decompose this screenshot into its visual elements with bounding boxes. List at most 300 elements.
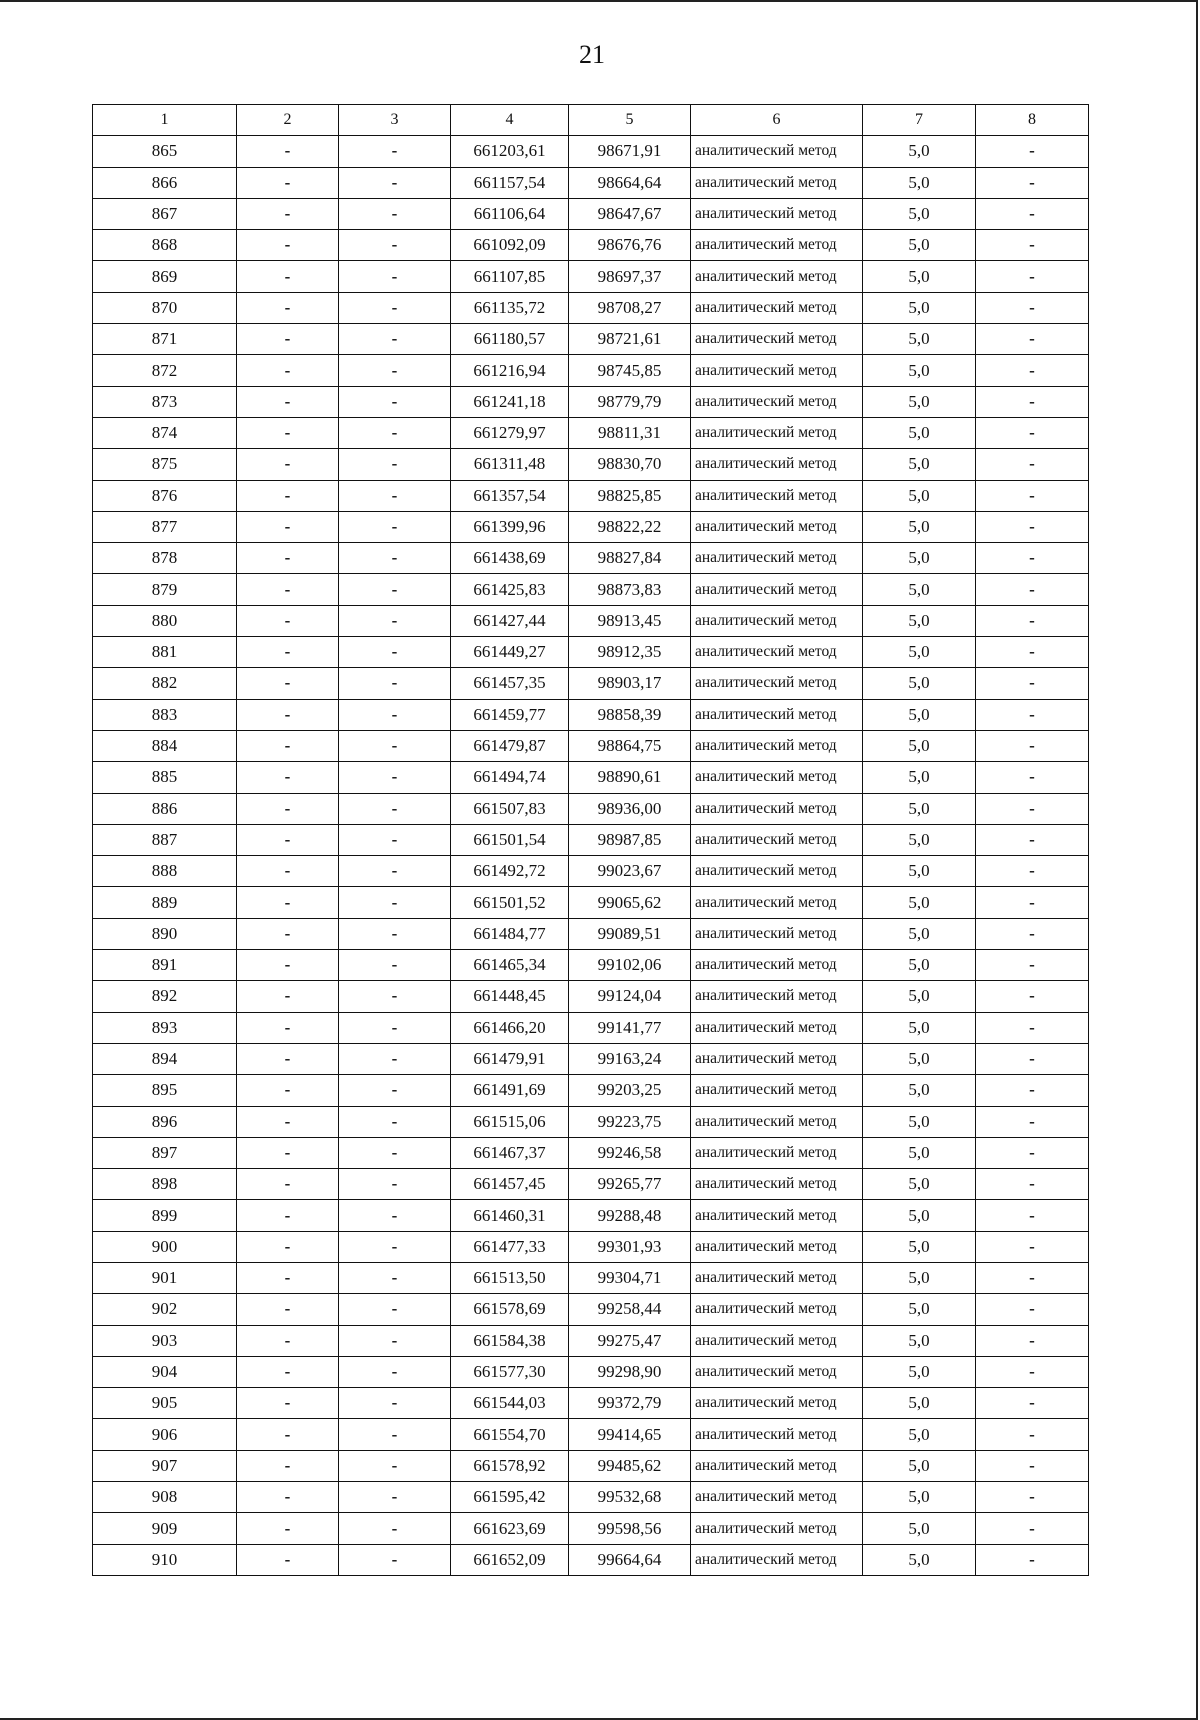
table-row [93, 887, 1089, 918]
column-header: 4 [451, 105, 569, 136]
col3-cell: - [339, 480, 451, 511]
accuracy-cell: 5,0 [863, 1419, 976, 1450]
col8-cell: - [976, 1043, 1089, 1074]
y-coordinate-cell: 98721,61 [569, 324, 691, 355]
x-coordinate-cell: 661448,45 [451, 981, 569, 1012]
col2-cell: - [237, 1325, 339, 1356]
accuracy-cell: 5,0 [863, 167, 976, 198]
point-number-cell: 897 [93, 1137, 237, 1168]
x-coordinate-cell: 661484,77 [451, 918, 569, 949]
accuracy-cell: 5,0 [863, 793, 976, 824]
y-coordinate-cell: 99301,93 [569, 1231, 691, 1262]
x-coordinate-cell: 661623,69 [451, 1513, 569, 1544]
accuracy-cell: 5,0 [863, 1012, 976, 1043]
accuracy-cell: 5,0 [863, 417, 976, 448]
y-coordinate-cell: 99304,71 [569, 1262, 691, 1293]
col2-cell: - [237, 1482, 339, 1513]
accuracy-cell: 5,0 [863, 543, 976, 574]
col3-cell: - [339, 793, 451, 824]
y-coordinate-cell: 99598,56 [569, 1513, 691, 1544]
point-number-cell: 871 [93, 324, 237, 355]
col2-cell: - [237, 950, 339, 981]
col8-cell: - [976, 1169, 1089, 1200]
col8-cell: - [976, 1356, 1089, 1387]
col8-cell: - [976, 230, 1089, 261]
x-coordinate-cell: 661492,72 [451, 856, 569, 887]
accuracy-cell: 5,0 [863, 1231, 976, 1262]
method-cell: аналитический метод [691, 543, 863, 574]
col3-cell: - [339, 730, 451, 761]
method-cell: аналитический метод [691, 605, 863, 636]
col8-cell: - [976, 1388, 1089, 1419]
table-row [93, 699, 1089, 730]
y-coordinate-cell: 99372,79 [569, 1388, 691, 1419]
accuracy-cell: 5,0 [863, 386, 976, 417]
x-coordinate-cell: 661577,30 [451, 1356, 569, 1387]
point-number-cell: 905 [93, 1388, 237, 1419]
y-coordinate-cell: 99023,67 [569, 856, 691, 887]
method-cell: аналитический метод [691, 1137, 863, 1168]
y-coordinate-cell: 98987,85 [569, 824, 691, 855]
point-number-cell: 869 [93, 261, 237, 292]
accuracy-cell: 5,0 [863, 605, 976, 636]
point-number-cell: 872 [93, 355, 237, 386]
point-number-cell: 884 [93, 730, 237, 761]
method-cell: аналитический метод [691, 856, 863, 887]
y-coordinate-cell: 99288,48 [569, 1200, 691, 1231]
table-row [93, 1012, 1089, 1043]
method-cell: аналитический метод [691, 1200, 863, 1231]
table-row [93, 511, 1089, 542]
accuracy-cell: 5,0 [863, 1200, 976, 1231]
col2-cell: - [237, 261, 339, 292]
point-number-cell: 870 [93, 292, 237, 323]
y-coordinate-cell: 98903,17 [569, 668, 691, 699]
col3-cell: - [339, 1106, 451, 1137]
col3-cell: - [339, 605, 451, 636]
y-coordinate-cell: 99141,77 [569, 1012, 691, 1043]
y-coordinate-cell: 99124,04 [569, 981, 691, 1012]
x-coordinate-cell: 661466,20 [451, 1012, 569, 1043]
col3-cell: - [339, 1043, 451, 1074]
y-coordinate-cell: 98664,64 [569, 167, 691, 198]
column-header: 5 [569, 105, 691, 136]
x-coordinate-cell: 661425,83 [451, 574, 569, 605]
method-cell: аналитический метод [691, 198, 863, 229]
table-row [93, 1075, 1089, 1106]
accuracy-cell: 5,0 [863, 637, 976, 668]
point-number-cell: 880 [93, 605, 237, 636]
point-number-cell: 891 [93, 950, 237, 981]
col2-cell: - [237, 480, 339, 511]
table-row [93, 574, 1089, 605]
method-cell: аналитический метод [691, 386, 863, 417]
point-number-cell: 874 [93, 417, 237, 448]
page-number: 21 [579, 40, 605, 69]
col3-cell: - [339, 261, 451, 292]
x-coordinate-cell: 661544,03 [451, 1388, 569, 1419]
col2-cell: - [237, 449, 339, 480]
table-row [93, 793, 1089, 824]
column-header: 1 [93, 105, 237, 136]
col2-cell: - [237, 605, 339, 636]
col3-cell: - [339, 1513, 451, 1544]
accuracy-cell: 5,0 [863, 699, 976, 730]
col8-cell: - [976, 1106, 1089, 1137]
method-cell: аналитический метод [691, 668, 863, 699]
col3-cell: - [339, 417, 451, 448]
table-row [93, 417, 1089, 448]
point-number-cell: 907 [93, 1450, 237, 1481]
col8-cell: - [976, 824, 1089, 855]
col8-cell: - [976, 511, 1089, 542]
accuracy-cell: 5,0 [863, 355, 976, 386]
col3-cell: - [339, 887, 451, 918]
accuracy-cell: 5,0 [863, 511, 976, 542]
col2-cell: - [237, 1043, 339, 1074]
point-number-cell: 889 [93, 887, 237, 918]
col2-cell: - [237, 1075, 339, 1106]
col8-cell: - [976, 887, 1089, 918]
col2-cell: - [237, 417, 339, 448]
method-cell: аналитический метод [691, 887, 863, 918]
table-row [93, 762, 1089, 793]
col3-cell: - [339, 1169, 451, 1200]
x-coordinate-cell: 661107,85 [451, 261, 569, 292]
col8-cell: - [976, 918, 1089, 949]
x-coordinate-cell: 661092,09 [451, 230, 569, 261]
accuracy-cell: 5,0 [863, 1325, 976, 1356]
table-row [93, 167, 1089, 198]
col8-cell: - [976, 637, 1089, 668]
point-number-cell: 883 [93, 699, 237, 730]
col3-cell: - [339, 198, 451, 229]
col3-cell: - [339, 1200, 451, 1231]
point-number-cell: 867 [93, 198, 237, 229]
col3-cell: - [339, 1325, 451, 1356]
table-row [93, 1262, 1089, 1293]
col2-cell: - [237, 668, 339, 699]
col3-cell: - [339, 1544, 451, 1575]
method-cell: аналитический метод [691, 1106, 863, 1137]
point-number-cell: 886 [93, 793, 237, 824]
col3-cell: - [339, 918, 451, 949]
col2-cell: - [237, 1169, 339, 1200]
col8-cell: - [976, 1419, 1089, 1450]
x-coordinate-cell: 661399,96 [451, 511, 569, 542]
accuracy-cell: 5,0 [863, 824, 976, 855]
col8-cell: - [976, 386, 1089, 417]
col8-cell: - [976, 1262, 1089, 1293]
point-number-cell: 882 [93, 668, 237, 699]
method-cell: аналитический метод [691, 167, 863, 198]
y-coordinate-cell: 98811,31 [569, 417, 691, 448]
column-header: 6 [691, 105, 863, 136]
col3-cell: - [339, 386, 451, 417]
method-cell: аналитический метод [691, 324, 863, 355]
accuracy-cell: 5,0 [863, 292, 976, 323]
table-row [93, 856, 1089, 887]
accuracy-cell: 5,0 [863, 449, 976, 480]
method-cell: аналитический метод [691, 1450, 863, 1481]
method-cell: аналитический метод [691, 824, 863, 855]
accuracy-cell: 5,0 [863, 1388, 976, 1419]
method-cell: аналитический метод [691, 1169, 863, 1200]
col8-cell: - [976, 1137, 1089, 1168]
y-coordinate-cell: 99246,58 [569, 1137, 691, 1168]
point-number-cell: 876 [93, 480, 237, 511]
x-coordinate-cell: 661578,92 [451, 1450, 569, 1481]
y-coordinate-cell: 99275,47 [569, 1325, 691, 1356]
col2-cell: - [237, 1200, 339, 1231]
table-row [93, 1200, 1089, 1231]
accuracy-cell: 5,0 [863, 1450, 976, 1481]
col3-cell: - [339, 1012, 451, 1043]
x-coordinate-cell: 661357,54 [451, 480, 569, 511]
method-cell: аналитический метод [691, 1231, 863, 1262]
method-cell: аналитический метод [691, 292, 863, 323]
table-row [93, 1356, 1089, 1387]
y-coordinate-cell: 98873,83 [569, 574, 691, 605]
accuracy-cell: 5,0 [863, 918, 976, 949]
col3-cell: - [339, 637, 451, 668]
point-number-cell: 892 [93, 981, 237, 1012]
col3-cell: - [339, 1419, 451, 1450]
y-coordinate-cell: 98708,27 [569, 292, 691, 323]
col8-cell: - [976, 668, 1089, 699]
accuracy-cell: 5,0 [863, 730, 976, 761]
y-coordinate-cell: 98697,37 [569, 261, 691, 292]
col2-cell: - [237, 637, 339, 668]
col3-cell: - [339, 668, 451, 699]
point-number-cell: 865 [93, 136, 237, 167]
x-coordinate-cell: 661203,61 [451, 136, 569, 167]
accuracy-cell: 5,0 [863, 1169, 976, 1200]
table-row [93, 198, 1089, 229]
accuracy-cell: 5,0 [863, 887, 976, 918]
col3-cell: - [339, 449, 451, 480]
point-number-cell: 885 [93, 762, 237, 793]
col2-cell: - [237, 1544, 339, 1575]
col2-cell: - [237, 324, 339, 355]
table-row [93, 261, 1089, 292]
table-row [93, 1106, 1089, 1137]
col8-cell: - [976, 1075, 1089, 1106]
y-coordinate-cell: 98913,45 [569, 605, 691, 636]
y-coordinate-cell: 98822,22 [569, 511, 691, 542]
table-row [93, 1544, 1089, 1575]
method-cell: аналитический метод [691, 1482, 863, 1513]
y-coordinate-cell: 98825,85 [569, 480, 691, 511]
x-coordinate-cell: 661311,48 [451, 449, 569, 480]
col2-cell: - [237, 355, 339, 386]
method-cell: аналитический метод [691, 699, 863, 730]
table-row [93, 1419, 1089, 1450]
table-row [93, 1137, 1089, 1168]
col8-cell: - [976, 449, 1089, 480]
col3-cell: - [339, 1231, 451, 1262]
column-header: 3 [339, 105, 451, 136]
y-coordinate-cell: 98647,67 [569, 198, 691, 229]
col2-cell: - [237, 1012, 339, 1043]
col2-cell: - [237, 762, 339, 793]
col8-cell: - [976, 762, 1089, 793]
accuracy-cell: 5,0 [863, 230, 976, 261]
method-cell: аналитический метод [691, 637, 863, 668]
accuracy-cell: 5,0 [863, 1137, 976, 1168]
col2-cell: - [237, 918, 339, 949]
x-coordinate-cell: 661467,37 [451, 1137, 569, 1168]
table-row [93, 1388, 1089, 1419]
x-coordinate-cell: 661507,83 [451, 793, 569, 824]
x-coordinate-cell: 661515,06 [451, 1106, 569, 1137]
col8-cell: - [976, 167, 1089, 198]
method-cell: аналитический метод [691, 762, 863, 793]
col2-cell: - [237, 1231, 339, 1262]
x-coordinate-cell: 661457,45 [451, 1169, 569, 1200]
accuracy-cell: 5,0 [863, 856, 976, 887]
point-number-cell: 903 [93, 1325, 237, 1356]
x-coordinate-cell: 661460,31 [451, 1200, 569, 1231]
y-coordinate-cell: 99265,77 [569, 1169, 691, 1200]
col2-cell: - [237, 386, 339, 417]
point-number-cell: 877 [93, 511, 237, 542]
accuracy-cell: 5,0 [863, 762, 976, 793]
point-number-cell: 908 [93, 1482, 237, 1513]
point-number-cell: 904 [93, 1356, 237, 1387]
accuracy-cell: 5,0 [863, 1544, 976, 1575]
col8-cell: - [976, 730, 1089, 761]
method-cell: аналитический метод [691, 1356, 863, 1387]
x-coordinate-cell: 661457,35 [451, 668, 569, 699]
table-row [93, 1169, 1089, 1200]
table-row [93, 730, 1089, 761]
accuracy-cell: 5,0 [863, 1262, 976, 1293]
method-cell: аналитический метод [691, 230, 863, 261]
table-row [93, 386, 1089, 417]
x-coordinate-cell: 661578,69 [451, 1294, 569, 1325]
y-coordinate-cell: 98912,35 [569, 637, 691, 668]
col8-cell: - [976, 950, 1089, 981]
col3-cell: - [339, 543, 451, 574]
coordinates-table [92, 104, 1089, 1576]
accuracy-cell: 5,0 [863, 261, 976, 292]
col2-cell: - [237, 1450, 339, 1481]
accuracy-cell: 5,0 [863, 480, 976, 511]
table-row [93, 480, 1089, 511]
x-coordinate-cell: 661241,18 [451, 386, 569, 417]
x-coordinate-cell: 661279,97 [451, 417, 569, 448]
col3-cell: - [339, 136, 451, 167]
col2-cell: - [237, 198, 339, 229]
point-number-cell: 898 [93, 1169, 237, 1200]
col3-cell: - [339, 950, 451, 981]
point-number-cell: 893 [93, 1012, 237, 1043]
point-number-cell: 879 [93, 574, 237, 605]
accuracy-cell: 5,0 [863, 1356, 976, 1387]
x-coordinate-cell: 661494,74 [451, 762, 569, 793]
accuracy-cell: 5,0 [863, 136, 976, 167]
method-cell: аналитический метод [691, 1012, 863, 1043]
col8-cell: - [976, 417, 1089, 448]
method-cell: аналитический метод [691, 449, 863, 480]
y-coordinate-cell: 99089,51 [569, 918, 691, 949]
col8-cell: - [976, 605, 1089, 636]
x-coordinate-cell: 661180,57 [451, 324, 569, 355]
table-row [93, 355, 1089, 386]
x-coordinate-cell: 661449,27 [451, 637, 569, 668]
point-number-cell: 906 [93, 1419, 237, 1450]
method-cell: аналитический метод [691, 1544, 863, 1575]
table-row [93, 230, 1089, 261]
point-number-cell: 896 [93, 1106, 237, 1137]
y-coordinate-cell: 98745,85 [569, 355, 691, 386]
table-row [93, 1325, 1089, 1356]
method-cell: аналитический метод [691, 918, 863, 949]
table-row [93, 918, 1089, 949]
table-row [93, 1043, 1089, 1074]
col2-cell: - [237, 543, 339, 574]
table-row [93, 637, 1089, 668]
col3-cell: - [339, 1450, 451, 1481]
y-coordinate-cell: 99102,06 [569, 950, 691, 981]
method-cell: аналитический метод [691, 511, 863, 542]
accuracy-cell: 5,0 [863, 1482, 976, 1513]
col2-cell: - [237, 1294, 339, 1325]
col2-cell: - [237, 136, 339, 167]
accuracy-cell: 5,0 [863, 668, 976, 699]
table-row [93, 1450, 1089, 1481]
col8-cell: - [976, 699, 1089, 730]
col8-cell: - [976, 793, 1089, 824]
col2-cell: - [237, 1356, 339, 1387]
x-coordinate-cell: 661501,54 [451, 824, 569, 855]
table-header-row [93, 105, 1089, 136]
col2-cell: - [237, 981, 339, 1012]
col8-cell: - [976, 198, 1089, 229]
y-coordinate-cell: 99414,65 [569, 1419, 691, 1450]
col8-cell: - [976, 574, 1089, 605]
col3-cell: - [339, 1294, 451, 1325]
col8-cell: - [976, 292, 1089, 323]
y-coordinate-cell: 98779,79 [569, 386, 691, 417]
col3-cell: - [339, 1075, 451, 1106]
y-coordinate-cell: 99203,25 [569, 1075, 691, 1106]
y-coordinate-cell: 98890,61 [569, 762, 691, 793]
method-cell: аналитический метод [691, 1043, 863, 1074]
accuracy-cell: 5,0 [863, 1513, 976, 1544]
x-coordinate-cell: 661479,91 [451, 1043, 569, 1074]
method-cell: аналитический метод [691, 261, 863, 292]
x-coordinate-cell: 661216,94 [451, 355, 569, 386]
point-number-cell: 894 [93, 1043, 237, 1074]
method-cell: аналитический метод [691, 1513, 863, 1544]
table-row [93, 981, 1089, 1012]
point-number-cell: 910 [93, 1544, 237, 1575]
col3-cell: - [339, 1356, 451, 1387]
table-row [93, 950, 1089, 981]
x-coordinate-cell: 661652,09 [451, 1544, 569, 1575]
col8-cell: - [976, 543, 1089, 574]
col2-cell: - [237, 230, 339, 261]
method-cell: аналитический метод [691, 1262, 863, 1293]
col2-cell: - [237, 699, 339, 730]
column-header: 7 [863, 105, 976, 136]
col2-cell: - [237, 730, 339, 761]
point-number-cell: 881 [93, 637, 237, 668]
col2-cell: - [237, 1419, 339, 1450]
y-coordinate-cell: 99223,75 [569, 1106, 691, 1137]
